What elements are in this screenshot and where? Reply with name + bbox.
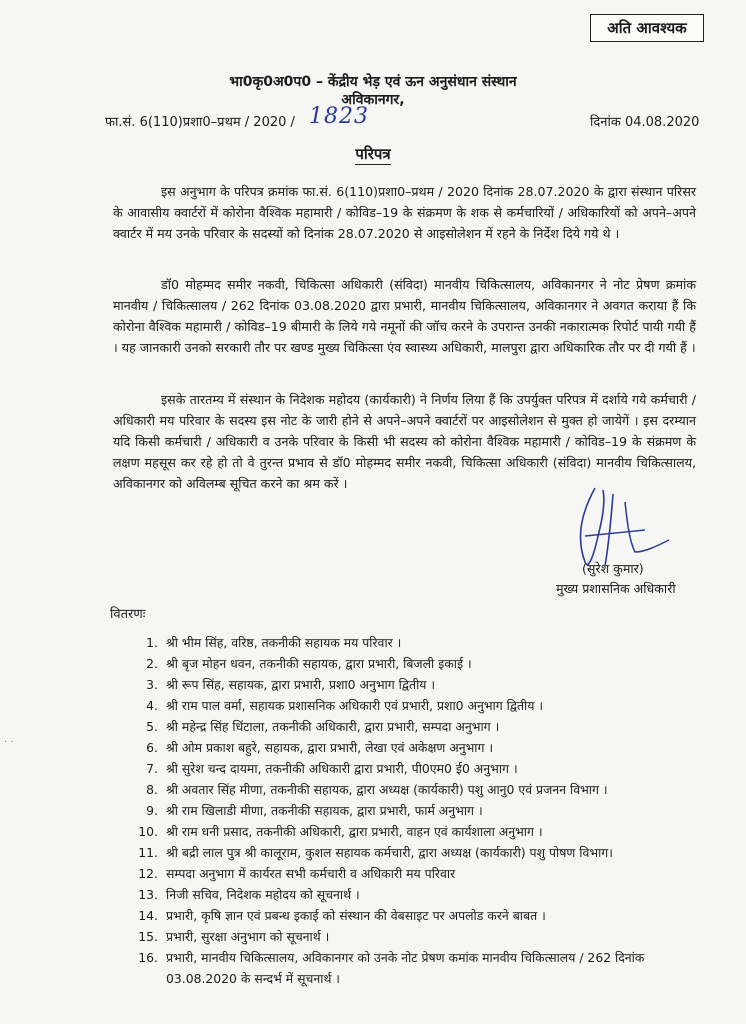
document-date: दिनांक 04.08.2020 [590,115,700,130]
list-item-number: 4. [146,698,158,713]
signatory-name: (सुरेश कुमार) [582,561,644,576]
list-item-text: प्रभारी, मानवीय चिकित्सालय, अविकानगर को उनके नोट प्रेषण कमांक मानवीय चिकित्सालय / 262 दिनांक 03.08.2020 के सन्दर्भ में सूचनार्थ । [166,950,645,986]
paragraph-1: इस अनुभाग के परिपत्र क्रमांक फा.सं. 6(110)प्रशा0–प्रथम / 2020 दिनांक 28.07.2020 के द्वारा संस्थान परिसर के आवासीय क्वार्टरों में कोरोना वैश्विक महामारी / कोविड–19 के संक्रमण के शक से कर्मचारियों / अधिकारियों को अपने–अपने क्वार्टर में मय उनके परिवार के सदस्यों को दिनांक 28.07.2020 से आइसोलेशन में रहने के निर्देश दिये गये थे । [113,184,696,241]
list-item-number: 1. [146,635,158,650]
list-item-number: 6. [146,740,158,755]
list-item-number: 8. [146,782,158,797]
handwritten-dispatch-number: 1823 [309,104,369,129]
paragraph-2: डॉ0 मोहम्मद समीर नकवी, चिकित्सा अधिकारी (संविदा) मानवीय चिकित्सालय, अविकानगर ने नोट प्रेषण क्रमांक मानवीय / चिकित्सालय / 262 दिनांक 03.08.2020 द्वारा प्रभारी, मानवीय चिकित्सालय, अविकानगर ने अवगत कराया हैं कि कोरोना वैश्विक महामारी / कोविड–19 बीमारी के लिये गये नमूनों की जॉच करने के उपरान्त उनकी नकारात्मक रिपोर्ट पायी गयी हैं । यह जानकारी उनको सरकारी तौर पर खण्ड मुख्य चिकित्सा एंव स्वास्थ्य अधिकारी, मालपुरा द्वारा अधिकारिक तौर पर दी गयी हैं । [113,277,696,355]
list-item-number: 13. [138,887,158,902]
list-item-number: 5. [146,719,158,734]
list-item [132,842,702,863]
org-title: भा0कृ0अ0प0 – केंद्रीय भेड़ एवं ऊन अनुसंधान संस्थान [229,74,517,90]
list-item-number: 11. [138,845,158,860]
urgent-stamp: अति आवश्यक [590,14,704,42]
list-item [132,653,702,674]
list-item-text: श्री महेन्द्र सिंह धिंटाला, तकनीकी अधिकारी, द्वारा प्रभारी, सम्पदा अनुभाग । [166,719,500,734]
distribution-list [132,632,702,989]
list-item-number: 15. [138,929,158,944]
list-item-text: श्री बृज मोहन धवन, तकनीकी सहायक, द्वारा प्रभारी, बिजली इकाई । [166,656,472,671]
list-item-text: प्रभारी, सुरक्षा अनुभाग को सूचनार्थ । [166,929,330,944]
signatory-designation: मुख्य प्रशासनिक अधिकारी [556,581,676,596]
list-item-text: श्री अवतार सिंह मीणा, तकनीकी सहायक, द्वारा अध्यक्ष (कार्यकारी) पशु आनु0 एवं प्रजनन विभाग । [166,782,608,797]
list-item [132,779,702,800]
list-item-text: श्री राम पाल वर्मा, सहायक प्रशासनिक अधिकारी एवं प्रभारी, प्रशा0 अनुभाग द्वितीय । [166,698,544,713]
document-heading [0,144,746,164]
list-item-text: श्री भीम सिंह, वरिष्ठ, तकनीकी सहायक मय परिवार । [166,635,402,650]
list-item [132,674,702,695]
list-item-number: 16. [138,950,158,965]
list-item [132,821,702,842]
list-item [132,800,702,821]
distribution-label: वितरणः [110,607,146,622]
list-item [132,737,702,758]
list-item-text: सम्पदा अनुभाग में कार्यरत सभी कर्मचारी व अधिकारी मय परिवार [166,866,456,881]
margin-mark: · · [4,737,14,748]
list-item-text: श्री राम खिलाडी मीणा, तकनीकी सहायक, द्वारा प्रभारी, फार्म अनुभाग । [166,803,483,818]
list-item-number: 14. [138,908,158,923]
list-item [132,758,702,779]
list-item-text: श्री राम धनी प्रसाद, तकनीकी अधिकारी, द्वारा प्रभारी, वाहन एवं कार्यशाला अनुभाग । [166,824,543,839]
list-item-text: श्री रूप सिंह, सहायक, द्वारा प्रभारी, प्रशा0 अनुभाग द्वितीय । [166,677,436,692]
list-item-number: 12. [138,866,158,881]
file-number: फा.सं. 6(110)प्रशा0–प्रथम / 2020 / [105,115,295,130]
heading-text: परिपत्र [355,145,391,163]
list-item-number: 7. [146,761,158,776]
list-item [132,716,702,737]
list-item [132,695,702,716]
list-item-text: निजी सचिव, निदेशक महोदय को सूचनार्थ । [166,887,360,902]
list-item [132,632,702,653]
list-item-text: श्री सुरेश चन्द दायमा, तकनीकी अधिकारी द्वारा प्रभारी, पी0एम0 ई0 अनुभाग । [166,761,518,776]
list-item [132,947,702,989]
org-location: अविकानगर, [341,92,405,108]
list-item [132,926,702,947]
list-item-text: श्री ओम प्रकाश बहुरे, सहायक, द्वारा प्रभारी, लेखा एवं अकेक्षण अनुभाग । [166,740,494,755]
list-item-text: प्रभारी, कृषि ज्ञान एवं प्रबन्ध इकाई को संस्थान की वेबसाइट पर अपलोड करने बाबत । [166,908,546,923]
list-item-number: 2. [146,656,158,671]
list-item-text: श्री बद्री लाल पुत्र श्री कालूराम, कुशल सहायक कर्मचारी, द्वारा अध्यक्ष (कार्यकारी) पशु पोषण विभाग। [166,845,613,860]
list-item-number: 3. [146,677,158,692]
list-item-number: 9. [146,803,158,818]
list-item [132,863,702,884]
paragraph-3: इसके तारतम्य में संस्थान के निदेशक महोदय (कार्यकारी) ने निर्णय लिया हैं कि उपर्युक्त परिपत्र में दर्शाये गये कर्मचारी / अधिकारी मय परिवार के सदस्य इस नोट के जारी होने से अपने–अपने क्वार्टरों पर आइसोलेशन से मुक्त हो जायेगें । इस दरम्यान यदि किसी कर्मचारी / अधिकारी व उनके परिवार के किसी भी सदस्य को कोरोना वैश्विक महामारी / कोविड–19 के संक्रमण के लक्षण महसूस कर रहे हो तो वे तुरन्त प्रभाव से डॉ0 मोहम्मद समीर नकवी, चिकित्सा अधिकारी (संविदा) मानवीय चिकित्सालय, अविकानगर को अविलम्ब सूचित करने का श्रम करें । [113,392,696,491]
list-item [132,905,702,926]
list-item-number: 10. [138,824,158,839]
list-item [132,884,702,905]
